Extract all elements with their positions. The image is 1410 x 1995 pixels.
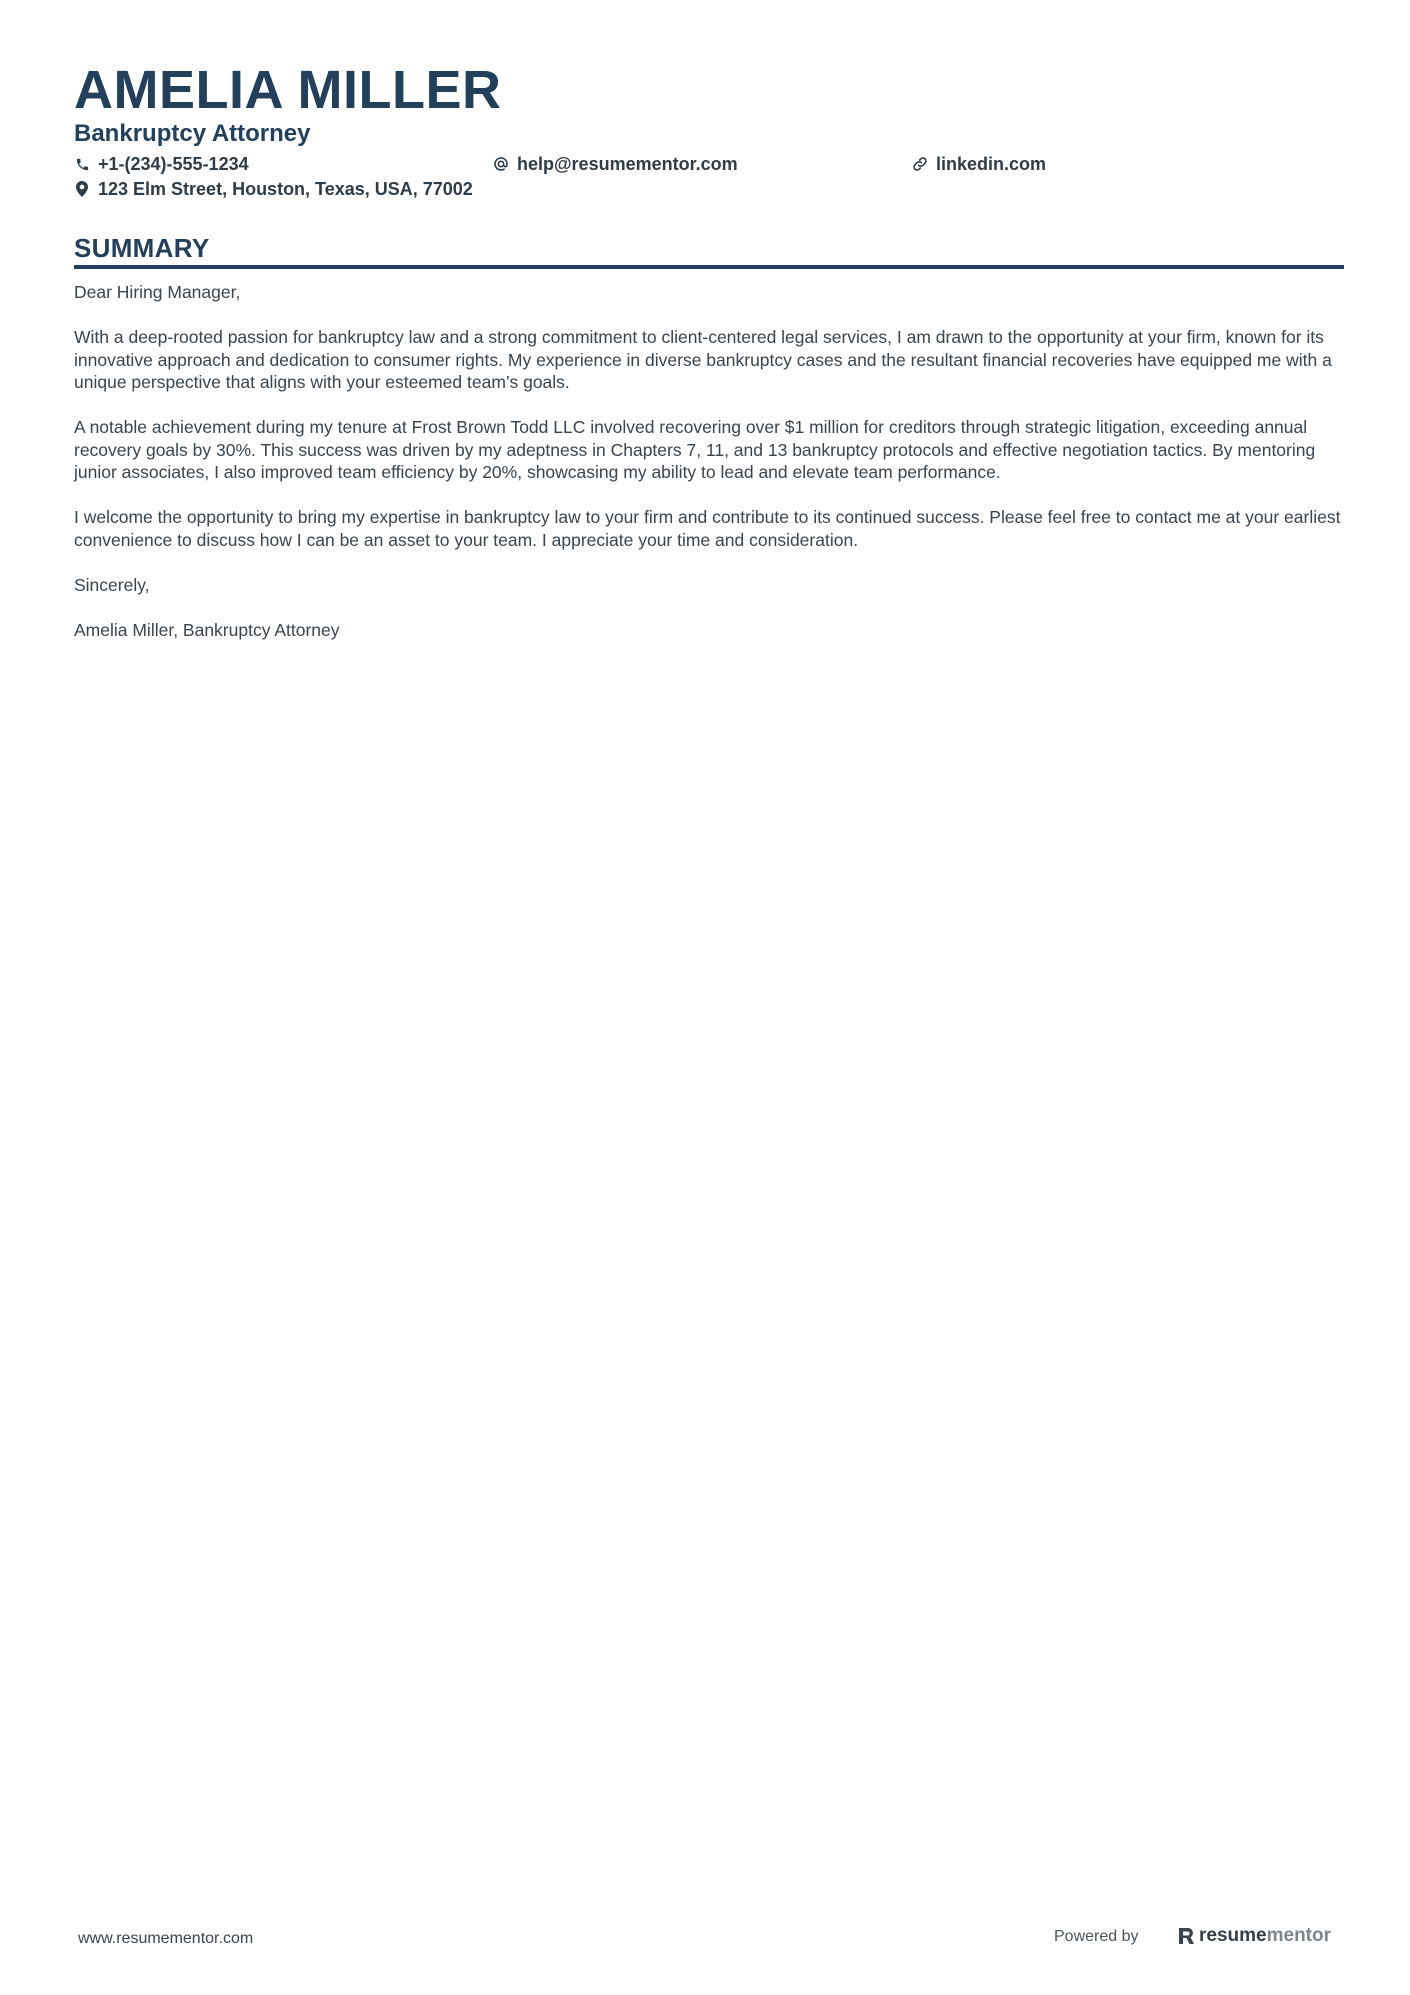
contact-link[interactable]	[912, 152, 1046, 176]
link-icon	[912, 156, 928, 172]
contact-phone[interactable]	[74, 152, 249, 176]
letter-paragraph: I welcome the opportunity to bring my expertise in bankruptcy law to your firm and contribute to its continued success. Please feel free to contact me at your earliest convenience to discuss how I can be an asset to your team. I appreciate your time and consideration.	[74, 507, 1341, 550]
resumementor-logo-icon	[1177, 1926, 1195, 1946]
letter-paragraph: With a deep-rooted passion for bankruptcy law and a strong commitment to client-centered legal services, I am drawn to the opportunity at your firm, known for its innovative approach and dedication to consumer rights. My experience in diverse bankruptcy cases and the resultant financial recoveries have equipped me with a unique perspective that aligns with your esteemed team’s goals.	[74, 327, 1332, 392]
section-title: SUMMARY	[74, 233, 210, 263]
map-pin-icon	[74, 181, 90, 197]
footer-url[interactable]: www.resumementor.com	[78, 1930, 254, 1947]
contact-email[interactable]	[493, 152, 738, 176]
brand-logo[interactable]	[1177, 1924, 1331, 1948]
address-text: 123 Elm Street, Houston, Texas, USA, 77002	[98, 179, 473, 199]
letter-greeting: Dear Hiring Manager,	[74, 282, 241, 302]
contact-address	[74, 177, 473, 201]
letter-body	[74, 281, 1344, 664]
candidate-role: Bankruptcy Attorney	[74, 120, 311, 147]
phone-text: +1-(234)-555-1234	[98, 154, 249, 174]
letter-signature: Amelia Miller, Bankruptcy Attorney	[74, 619, 340, 640]
candidate-name: AMELIA MILLER	[74, 60, 502, 120]
section-divider	[74, 265, 1344, 269]
at-sign-icon	[493, 156, 509, 172]
brand-text-resume: resume	[1199, 1925, 1267, 1946]
letter-closing: Sincerely,	[74, 574, 150, 595]
brand-text-mentor: mentor	[1266, 1925, 1332, 1946]
email-text: help@resumementor.com	[517, 154, 738, 174]
letter-paragraph: A notable achievement during my tenure at Frost Brown Todd LLC involved recovering over $1 million for creditors through strategic litigation, exceeding annual recovery goals by 30%. This success was driven by my adeptness in Chapters 7, 11, and 13 bankruptcy protocols and effective negotiation tactics. By mentoring junior associates, I also improved team efficiency by 20%, showcasing my ability to lead and elevate team performance.	[74, 417, 1316, 482]
link-text: linkedin.com	[936, 154, 1047, 174]
powered-by-label: Powered by	[1054, 1928, 1139, 1945]
phone-icon	[74, 156, 90, 172]
